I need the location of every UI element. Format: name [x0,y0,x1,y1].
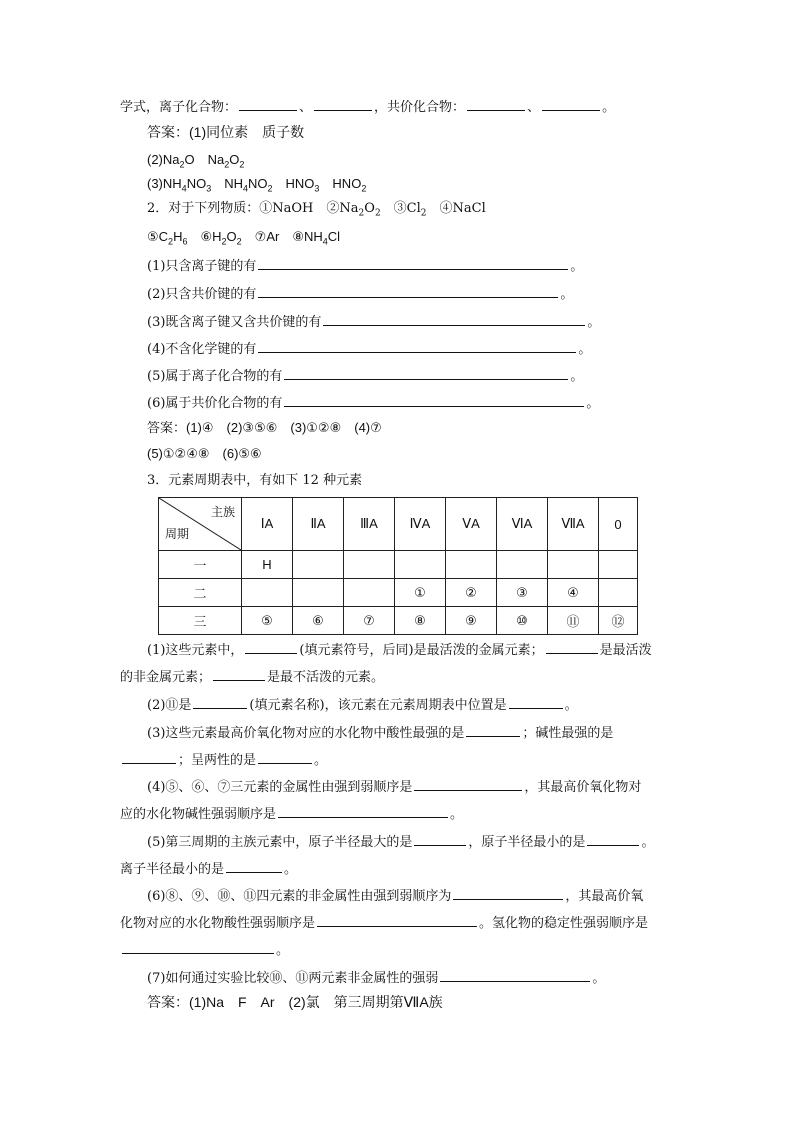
answer-blank [239,97,297,111]
table-cell: ② [446,579,497,607]
text: 的非金属元素； [120,670,212,685]
subscript: 2 [420,208,427,219]
table-cell [599,551,638,579]
subscript: 2 [239,159,245,170]
subscript: 2 [361,183,367,194]
answer-blank [453,886,563,900]
answer-blank [509,695,563,709]
answer-blank [587,832,639,846]
answer-blank [213,667,265,681]
text: (5)第三周期的主族元素中，原子半径最大的是 [147,835,413,850]
text: (3)这些元素最高价氧化物对应的水化物中酸性最强的是 [147,726,465,741]
subscript: 4 [242,183,248,194]
answer-blank [314,97,372,111]
subscript: 2 [179,159,185,170]
column-header: ⅠA [242,498,293,551]
answer-line-q3: 答案：(1)Na F Ar (2)氯 第三周期第ⅦA族 [147,994,443,1010]
column-header: ⅢA [344,498,395,551]
text: 、 [527,100,541,115]
text: (填元素名称)，该元素在元素周期表中位置是 [249,698,507,713]
answer-line-3 [147,176,366,192]
question-3-6 [147,886,643,905]
table-cell [293,551,344,579]
text: NO [248,176,268,191]
period-cell: 二 [159,579,242,607]
answer-blank [245,640,297,654]
text: (2)只含共价键的有 [147,287,257,302]
table-cell [344,551,395,579]
text: 2．对于下列物质：①NaOH ②Na [147,201,359,216]
period-cell: 一 [159,551,242,579]
answer-blank [542,97,600,111]
text: ④NaCl [426,201,486,216]
text: 。 [641,835,655,850]
text: ⑦Ar ⑧NH [241,229,323,244]
text: (4)⑤、⑥、⑦三元素的金属性由强到弱顺序是 [147,780,413,795]
periodic-table [158,497,638,635]
text: 、 [299,100,313,115]
text: (1)这些元素中， [147,643,244,658]
answer-blank [278,804,448,818]
text: (2)⑪是 [147,698,192,713]
text: ，原子半径最小的是 [468,835,586,850]
text: 。 [564,698,578,713]
column-header: ⅥA [497,498,548,551]
question-2-item [147,366,583,385]
question-2-item [147,256,583,275]
text: O [364,201,375,216]
text: (2)Na [147,152,180,167]
subscript: 2 [168,236,174,247]
text: (7)如何通过实验比较⑩、⑪两元素非金属性的强弱 [147,971,439,986]
question-2-item [147,312,600,331]
answer-blank [122,750,176,764]
text: HNO [272,176,315,191]
table-row [159,579,638,607]
text: (5)属于离子化合物的有 [147,369,283,384]
text: (6)属于共价化合物的有 [147,396,283,411]
question-3-stem: 3．元素周期表中，有如下 12 种元素 [147,473,363,488]
text: ，其最高价氧 [565,889,644,904]
answer-blank [226,859,282,873]
subscript: 2 [236,236,242,247]
table-row [159,551,638,579]
table-cell [599,579,638,607]
text: 。 [570,369,584,384]
question-2-substances [147,229,340,245]
text: (填元素符号，后同)是最活泼的金属元素； [299,643,544,658]
text: 。 [592,971,606,986]
answer-blank [466,723,520,737]
header-group-label: 主族 [210,505,235,519]
text: 是最活泼 [599,643,652,658]
question-3-5-cont [120,859,297,878]
column-header: 0 [599,498,638,551]
answer-blank [122,940,274,954]
subscript: 2 [224,159,230,170]
text: ，其最高价氧化物对 [524,780,642,795]
answer-blank [414,832,466,846]
table-cell [548,551,599,579]
text: (4)不含化学键的有 [147,342,257,357]
answer-blank [284,393,584,407]
table-cell [293,579,344,607]
answer-blank [284,366,568,380]
table-cell: ④ [548,579,599,607]
table-cell [446,551,497,579]
subscript: 3 [314,183,320,194]
table-cell: ⑦ [344,607,395,635]
answer-blank [317,913,477,927]
question-3-1-cont [120,667,384,686]
text: O [229,152,240,167]
answer-line-q2a: 答案：(1)④ (2)③⑤⑥ (3)①②⑧ (4)⑦ [147,420,382,435]
question-3-1 [147,640,652,659]
text: 。 [578,342,592,357]
text: O [226,229,237,244]
question-2-item [147,339,591,358]
question-2-item [147,393,599,412]
table-cell [395,551,446,579]
text: HNO [319,176,362,191]
text: (3)既含离子键又含共价键的有 [147,315,322,330]
diagonal-header [159,498,241,550]
answer-blank [414,777,522,791]
text: NH [211,176,243,191]
text: 。 [586,396,600,411]
text: 是最不活泼的元素。 [267,670,385,685]
subscript: 2 [358,208,365,219]
text: O Na [184,152,225,167]
text: 。 [560,287,574,302]
text: ；碱性最强的是 [522,726,614,741]
subscript: 2 [374,208,381,219]
text: H [173,229,183,244]
question-3-6-cont [120,913,648,932]
text: 应的水化物碱性强弱顺序是 [120,807,277,822]
answer-blank [258,750,312,764]
text: Cl [327,229,341,244]
text: ⑤C [147,229,169,244]
text: 。 [314,753,328,768]
answer-line-q2b: (5)①②④⑧ (6)⑤⑥ [147,446,262,461]
answer-line-2 [147,152,244,168]
text: ③Cl [380,201,421,216]
answer-blank [323,312,585,326]
subscript: 4 [322,236,328,247]
answer-blank [258,256,568,270]
table-cell: ⑫ [599,607,638,635]
table-cell [344,579,395,607]
column-header: ⅡA [293,498,344,551]
text: 。 [450,807,464,822]
column-header: ⅣA [395,498,446,551]
question-3-4 [147,777,641,796]
text: 学式，离子化合物： [120,100,238,115]
text: 。 [284,862,298,877]
table-cell [242,579,293,607]
diagonal-header-cell [159,498,242,551]
table-row [159,607,638,635]
table-cell: ⑨ [446,607,497,635]
question-3-7 [147,968,605,987]
question-3-3-cont [120,750,327,769]
subscript: 2 [221,236,227,247]
answer-blank [440,968,590,982]
answer-blank [258,284,558,298]
answer-text: (1)同位素 质子数 [189,124,305,140]
column-header: ⅤA [446,498,497,551]
question-2-item [147,284,573,303]
subscript: 4 [181,183,187,194]
text: 。 [587,315,601,330]
text: (1)只含离子键的有 [147,259,257,274]
table-cell: ③ [497,579,548,607]
subscript: 6 [182,236,188,247]
subscript: 2 [267,183,273,194]
question-2-stem [147,201,486,217]
question-3-5 [147,832,654,851]
answer-line-1 [147,124,304,140]
text: (3)NH [147,176,182,191]
table-header-row [159,498,638,551]
text: 离子半径最小的是 [120,862,225,877]
answer-blank [258,339,576,353]
period-cell: 三 [159,607,242,635]
table-cell: ⑤ [242,607,293,635]
header-period-label: 周期 [165,527,190,541]
question-1-tail [120,97,615,116]
text: ⑥H [187,229,222,244]
table-cell [497,551,548,579]
text: ，共价化合物： [374,100,466,115]
table-cell: ① [395,579,446,607]
question-3-4-cont [120,804,463,823]
table-cell: ⑥ [293,607,344,635]
text: 。 [602,100,616,115]
question-3-2 [147,695,578,714]
text: 化物对应的水化物酸性强弱顺序是 [120,916,316,931]
table-cell: ⑪ [548,607,599,635]
text: 。 [570,259,584,274]
answer-label: 答案： [147,124,189,140]
answer-blank [546,640,598,654]
text: (6)⑧、⑨、⑩、⑪四元素的非金属性由强到弱顺序为 [147,889,452,904]
answer-blank [467,97,525,111]
text: 。氢化物的稳定性强弱顺序是 [479,916,649,931]
subscript: 3 [206,183,212,194]
question-3-3 [147,723,613,742]
question-3-6-cont2 [120,940,289,959]
table-cell: ⑧ [395,607,446,635]
column-header: ⅦA [548,498,599,551]
answer-blank [193,695,247,709]
text: 。 [276,943,290,958]
table-cell: H [242,551,293,579]
table-cell: ⑩ [497,607,548,635]
text: ；呈两性的是 [178,753,257,768]
text: NO [186,176,207,191]
